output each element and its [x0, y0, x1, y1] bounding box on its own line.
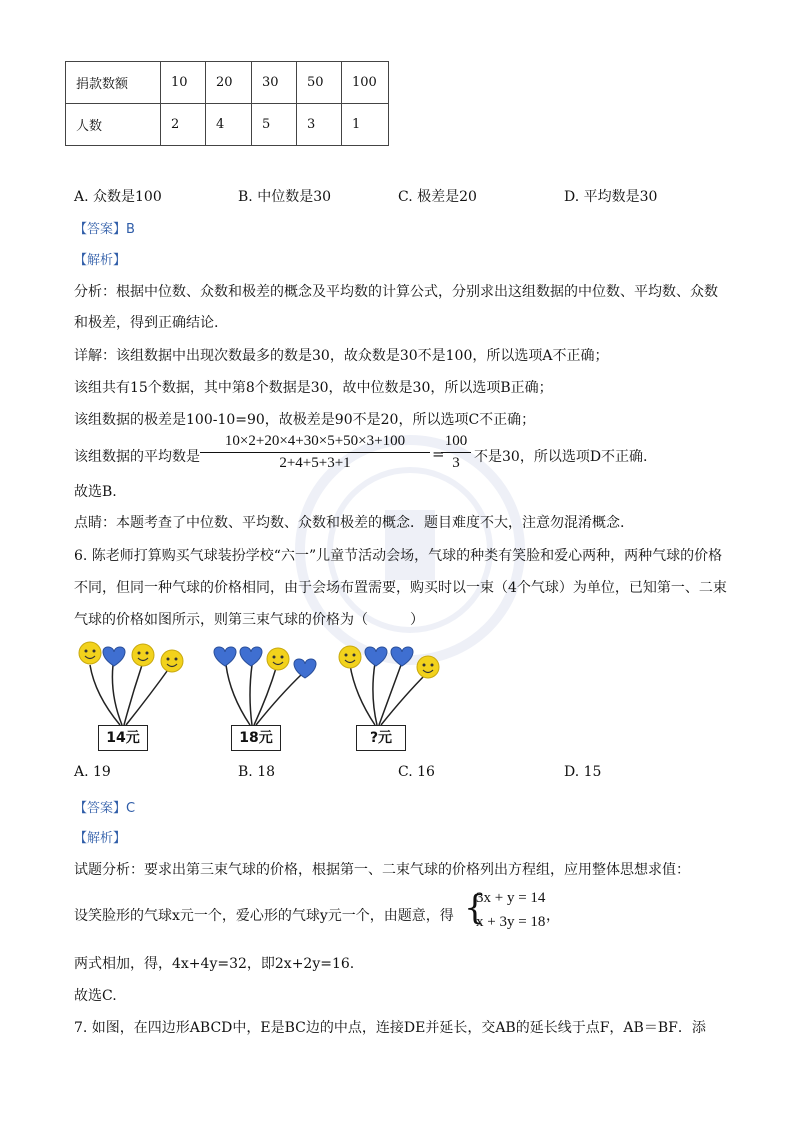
mean-fraction — [200, 433, 430, 472]
table-cell: 3 — [297, 104, 342, 146]
price-tag-1: 14元 — [98, 725, 148, 751]
table-header-label: 捐款数额 — [66, 62, 161, 104]
q5-analysis-line: 分析：根据中位数、众数和极差的概念及平均数的计算公式，分别求出这组数据的中位数、平均数、众数 — [74, 284, 718, 300]
q5-detail-line: 该组数据的极差是100-10=90，故极差是90不是20，所以选项C不正确； — [74, 412, 536, 428]
q5-analysis-line: 和极差，得到正确结论. — [74, 315, 219, 331]
table-row-label: 人数 — [66, 104, 161, 146]
q6-option-b: B. 18 — [238, 764, 276, 780]
q6-option-c: C. 16 — [398, 764, 435, 780]
q6-setup: 设笑脸形的气球x元一个，爱心形的气球y元一个，由题意，得 — [74, 908, 454, 924]
mean-denominator: 2+4+5+3+1 — [279, 455, 351, 471]
table-row — [66, 62, 389, 104]
donation-table — [65, 61, 389, 146]
mean-result-numerator: 100 — [441, 433, 471, 453]
table-cell: 5 — [252, 104, 297, 146]
mean-result-fraction — [441, 433, 471, 472]
q6-stem-line: 6. 陈老师打算购买气球装扮学校“六一”儿童节活动会场，气球的种类有笑脸和爱心两种，两种气球的价格 — [74, 548, 723, 564]
q5-answer: 【答案】B — [74, 222, 135, 237]
table-cell: 20 — [206, 62, 252, 104]
system-brace: { — [464, 888, 486, 928]
table-cell: 1 — [342, 104, 389, 146]
equals-sign: = — [432, 445, 445, 463]
q5-mean-prefix: 该组数据的平均数是 — [74, 449, 200, 465]
q6-option-d: D. 15 — [564, 764, 602, 780]
q6-answer: 【答案】C — [74, 801, 136, 816]
table-cell: 10 — [161, 62, 206, 104]
q6-conclusion: 故选C. — [74, 988, 117, 1004]
q5-conclusion: 故选B. — [74, 484, 117, 500]
price-tag-3: ?元 — [356, 725, 406, 751]
q6-option-a: A. 19 — [74, 764, 111, 780]
q5-option-c: C. 极差是20 — [398, 189, 477, 205]
q6-stem-line: 不同，但同一种气球的价格相同，由于会场布置需要，购买时以一束（4个气球）为单位，已知第一、二束 — [74, 580, 727, 596]
q5-option-a: A. 众数是100 — [74, 189, 162, 205]
table-row — [66, 104, 389, 146]
q7-stem-line: 7. 如图，在四边形ABCD中，E是BC边的中点，连接DE并延长，交AB的延长线于点F，AB＝BF．添 — [74, 1020, 706, 1036]
mean-result-denominator: 3 — [452, 455, 460, 471]
q5-option-b: B. 中位数是30 — [238, 189, 332, 205]
table-cell: 4 — [206, 104, 252, 146]
q6-analysis-tag: 【解析】 — [74, 831, 127, 846]
equation-1: 3x + y = 14 — [476, 890, 546, 906]
q5-comment: 点睛：本题考查了中位数、平均数、众数和极差的概念．题目难度不大，注意勿混淆概念. — [74, 515, 625, 531]
equation-2: x + 3y = 18 — [476, 914, 546, 930]
comma: ， — [546, 908, 560, 924]
price-tag-2: 18元 — [231, 725, 281, 751]
table-cell: 2 — [161, 104, 206, 146]
q5-detail-line: 详解：该组数据中出现次数最多的数是30，故众数是30不是100，所以选项A不正确； — [74, 348, 609, 364]
table-cell: 50 — [297, 62, 342, 104]
q5-option-d: D. 平均数是30 — [564, 189, 658, 205]
q5-mean-suffix: 不是30，所以选项D不正确. — [474, 449, 648, 465]
balloon-bunch-2 — [214, 647, 316, 725]
balloon-bunch-3 — [339, 646, 439, 725]
q5-detail-line: 该组共有15个数据，其中第8个数据是30，故中位数是30，所以选项B正确； — [74, 380, 553, 396]
q5-analysis-tag: 【解析】 — [74, 253, 127, 268]
q6-analysis-line: 试题分析：要求出第三束气球的价格，根据第一、二束气球的价格列出方程组，应用整体思想求值： — [74, 862, 690, 878]
mean-numerator: 10×2+20×4+30×5+50×3+100 — [200, 433, 430, 453]
q6-sum-line: 两式相加，得，4x+4y=32，即2x+2y=16. — [74, 956, 355, 972]
table-cell: 30 — [252, 62, 297, 104]
balloon-bunch-1 — [79, 642, 183, 725]
q6-stem-line: 气球的价格如图所示，则第三束气球的价格为（ ） — [74, 612, 424, 628]
table-cell: 100 — [342, 62, 389, 104]
